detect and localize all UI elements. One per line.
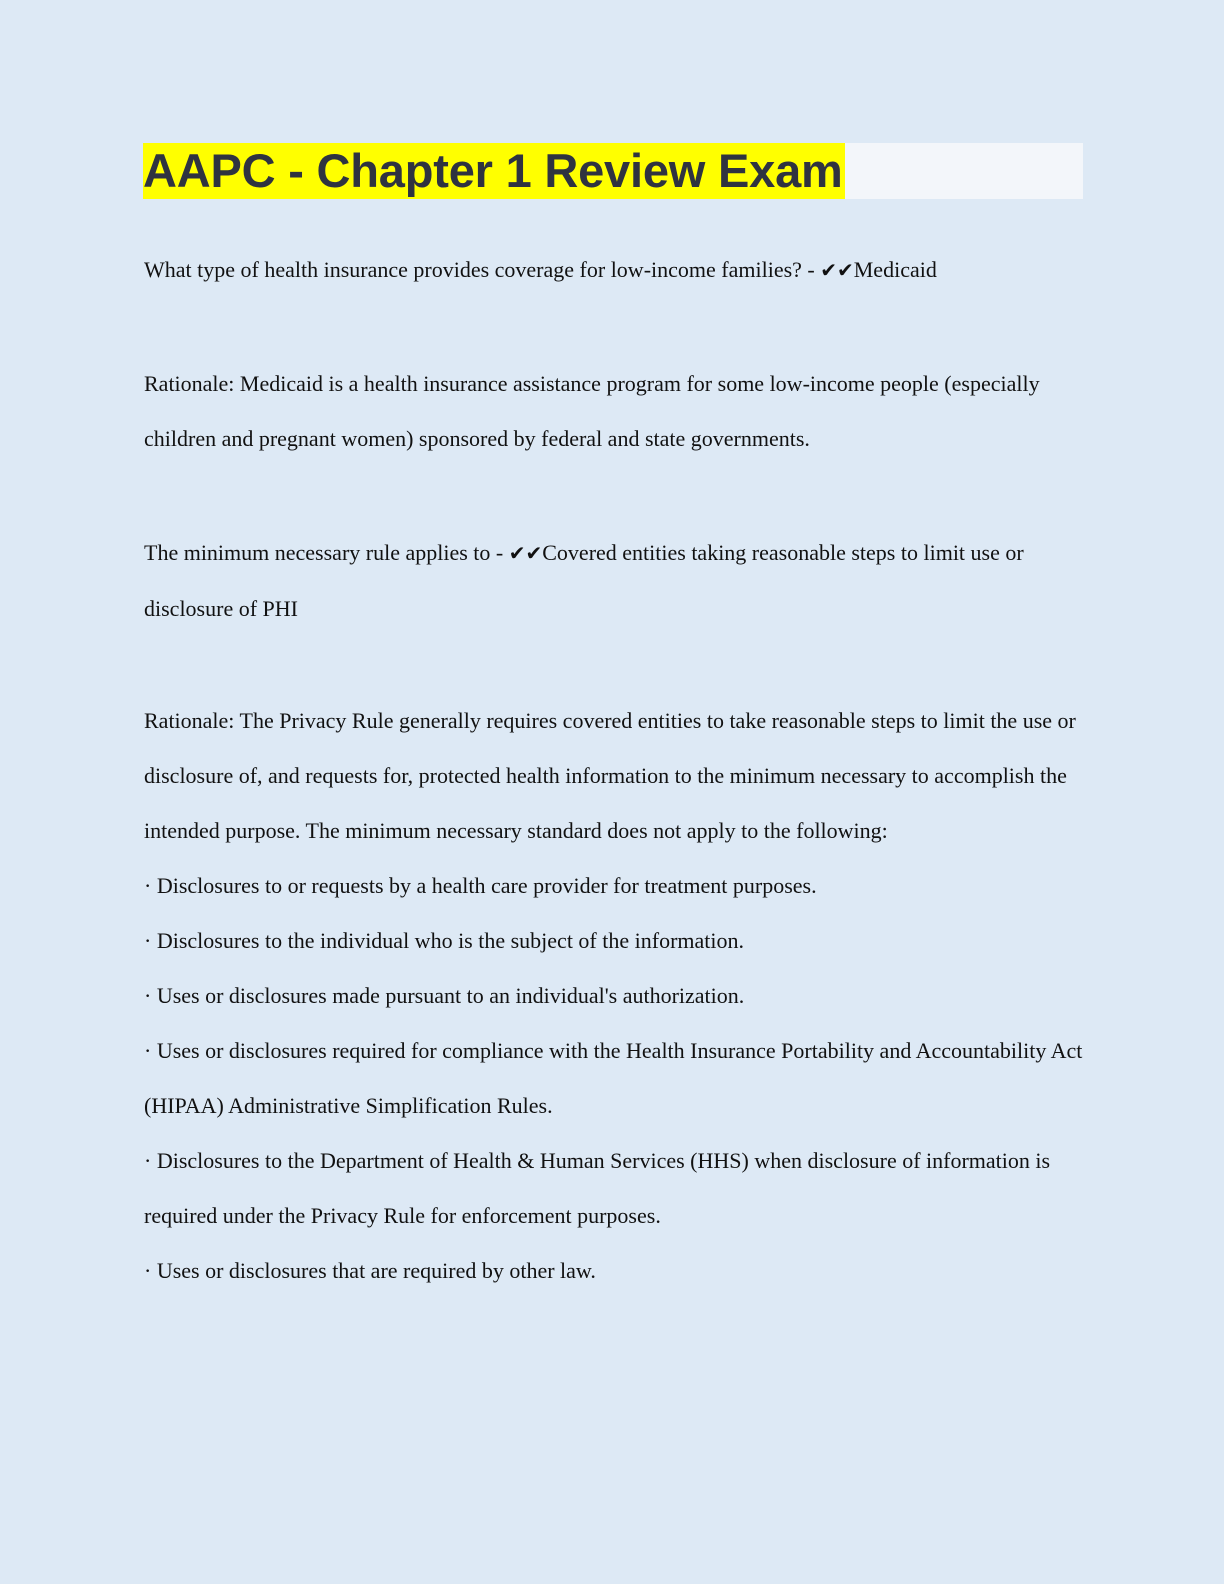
answer-text: Covered entities taking reasonable steps to limit use or disclosure of PHI bbox=[144, 540, 1024, 621]
rationale-2 bbox=[144, 693, 1084, 1298]
double-check-icon: ✔✔ bbox=[508, 541, 543, 565]
page-title: AAPC - Chapter 1 Review Exam bbox=[143, 144, 843, 197]
rationale-1: Rationale: Medicaid is a health insurance assistance program for some low-income people (especially children and pregnant women) sponsored by federal and state governments. bbox=[144, 371, 1040, 451]
bullet-item: · Uses or disclosures that are required by other law. bbox=[144, 1258, 596, 1283]
answer-text: Medicaid bbox=[853, 257, 937, 282]
question-1 bbox=[144, 242, 1084, 298]
rationale-text: Rationale: The Privacy Rule generally requires covered entities to take reasonable steps to limit the use or disclosure of, and requests for, protected health information to the minimum necessary to accomplish the intended purpose. The minimum necessary standard does not apply to the following: bbox=[144, 708, 1076, 843]
bullet-item: · Uses or disclosures made pursuant to an individual's authorization. bbox=[144, 983, 745, 1008]
bullet-item: · Uses or disclosures required for compliance with the Health Insurance Portability and Accountability Act (HIPAA) Administrative Simplification Rules. bbox=[144, 1038, 1083, 1118]
bullet-item: · Disclosures to or requests by a health care provider for treatment purposes. bbox=[144, 873, 817, 898]
question-text: The minimum necessary rule applies to - bbox=[144, 540, 509, 565]
double-check-icon: ✔✔ bbox=[820, 258, 854, 282]
bullet-item: · Disclosures to the individual who is the subject of the information. bbox=[144, 928, 745, 953]
question-text: What type of health insurance provides coverage for low-income families? - bbox=[144, 257, 821, 282]
question-2 bbox=[144, 525, 1084, 636]
bullet-item: · Disclosures to the Department of Health & Human Services (HHS) when disclosure of information is required under the Privacy Rule for enforcement purposes. bbox=[144, 1148, 1051, 1228]
